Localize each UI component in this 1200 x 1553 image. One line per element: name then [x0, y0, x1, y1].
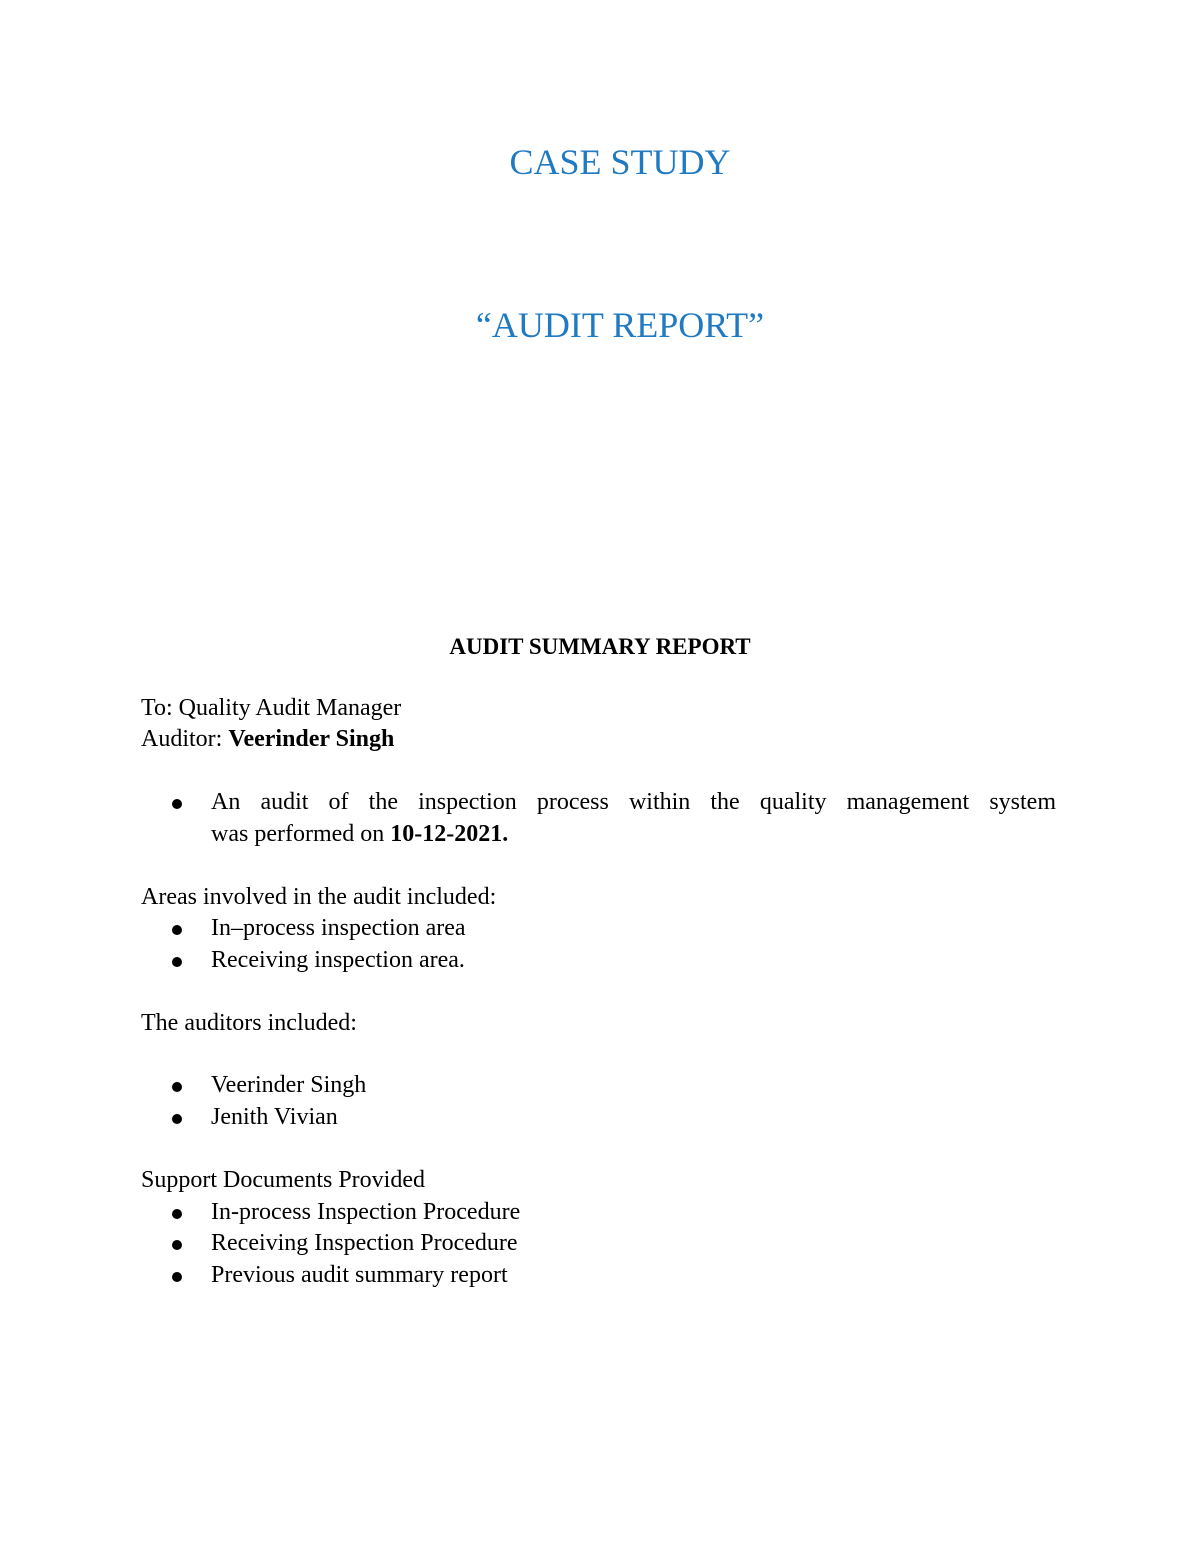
- auditors-heading: The auditors included:: [141, 1010, 357, 1036]
- bullet-icon: [172, 1114, 182, 1124]
- bullet-icon: [172, 1082, 182, 1092]
- recipient-value: Quality Audit Manager: [178, 695, 402, 721]
- bullet-icon: [172, 957, 182, 967]
- document-item: Previous audit summary report: [211, 1262, 508, 1288]
- intro-text-prefix: was performed on: [211, 821, 385, 847]
- document-subtitle: “AUDIT REPORT”: [475, 305, 765, 345]
- areas-heading: Areas involved in the audit included:: [141, 884, 497, 910]
- bullet-icon: [172, 1272, 182, 1282]
- recipient-line: [141, 694, 401, 723]
- recipient-label: To:: [141, 695, 173, 721]
- bullet-icon: [172, 799, 182, 809]
- area-item: In–process inspection area: [211, 915, 466, 941]
- bullet-icon: [172, 1209, 182, 1219]
- document-item: In-process Inspection Procedure: [211, 1199, 521, 1225]
- audit-date: 10-12-2021.: [390, 821, 509, 847]
- auditor-item: Veerinder Singh: [211, 1072, 367, 1098]
- document-title: CASE STUDY: [509, 142, 731, 182]
- auditor-label: Auditor:: [141, 726, 223, 752]
- area-item: Receiving inspection area.: [211, 947, 465, 973]
- documents-heading: Support Documents Provided: [141, 1167, 425, 1193]
- document-item: Receiving Inspection Procedure: [211, 1230, 518, 1256]
- auditor-line: [141, 725, 394, 754]
- auditor-item: Jenith Vivian: [211, 1104, 338, 1130]
- intro-text-line-2: [211, 820, 508, 849]
- intro-text-line-1: An audit of the inspection process within the quality management system: [211, 789, 1056, 815]
- auditor-name: Veerinder Singh: [228, 726, 395, 752]
- bullet-icon: [172, 925, 182, 935]
- report-heading: AUDIT SUMMARY REPORT: [449, 634, 751, 659]
- bullet-icon: [172, 1240, 182, 1250]
